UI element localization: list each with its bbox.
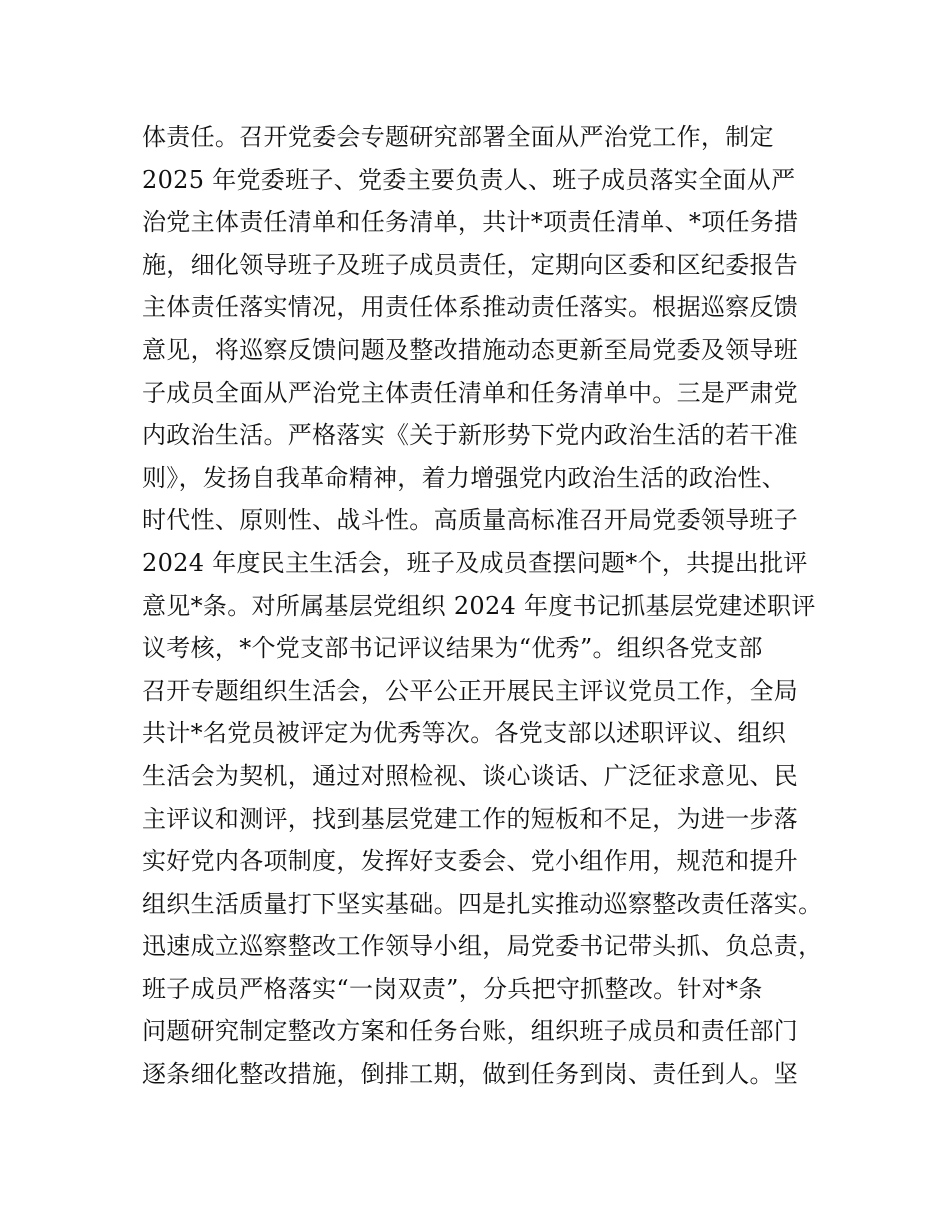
text-line: 2024 年度民主生活会，班子及成员查摆问题*个，共提出批评 — [142, 548, 808, 577]
text-line: 问题研究制定整改方案和任务台账，组织班子成员和责任部门 — [142, 1017, 799, 1046]
text-line: 生活会为契机，通过对照检视、谈心谈话、广泛征求意见、民 — [142, 761, 799, 790]
text-line: 共计*名党员被评定为优秀等次。各党支部以述职评议、组织 — [142, 719, 787, 748]
text-line: 内政治生活。严格落实《关于新形势下党内政治生活的若干准 — [142, 421, 799, 450]
text-line: 迅速成立巡察整改工作领导小组，局党委书记带头抓、负总责， — [142, 932, 823, 961]
text-line: 议考核，*个党支部书记评议结果为“优秀”。组织各党支部 — [142, 634, 763, 663]
body-text — [142, 116, 842, 1096]
text-line: 2025 年党委班子、党委主要负责人、班子成员落实全面从严 — [142, 165, 796, 194]
text-line: 班子成员严格落实“一岗双责”，分兵把守抓整改。针对*条 — [142, 974, 763, 1003]
text-line: 实好党内各项制度，发挥好支委会、党小组作用，规范和提升 — [142, 847, 799, 876]
text-line: 治党主体责任清单和任务清单，共计*项责任清单、*项任务措 — [142, 208, 799, 237]
text-line: 召开专题组织生活会，公平公正开展民主评议党员工作，全局 — [142, 676, 799, 705]
text-line: 意见*条。对所属基层党组织 2024 年度书记抓基层党建述职评 — [142, 591, 816, 620]
text-line: 施，细化领导班子及班子成员责任，定期向区委和区纪委报告 — [142, 250, 799, 279]
text-line: 主评议和测评，找到基层党建工作的短板和不足，为进一步落 — [142, 804, 799, 833]
text-line: 组织生活质量打下坚实基础。四是扎实推动巡察整改责任落实。 — [142, 889, 823, 918]
text-line: 时代性、原则性、战斗性。高质量高标准召开局党委领导班子 — [142, 506, 799, 535]
text-line: 体责任。召开党委会专题研究部署全面从严治党工作，制定 — [142, 123, 774, 151]
text-line: 逐条细化整改措施，倒排工期，做到任务到岗、责任到人。坚 — [142, 1060, 799, 1089]
text-line: 子成员全面从严治党主体责任清单和任务清单中。三是严肃党 — [142, 378, 799, 407]
text-line: 主体责任落实情况，用责任体系推动责任落实。根据巡察反馈 — [142, 293, 799, 322]
text-line: 意见，将巡察反馈问题及整改措施动态更新至局党委及领导班 — [142, 335, 799, 364]
text-line: 则》，发扬自我革命精神，着力增强党内政治生活的政治性、 — [142, 463, 787, 492]
